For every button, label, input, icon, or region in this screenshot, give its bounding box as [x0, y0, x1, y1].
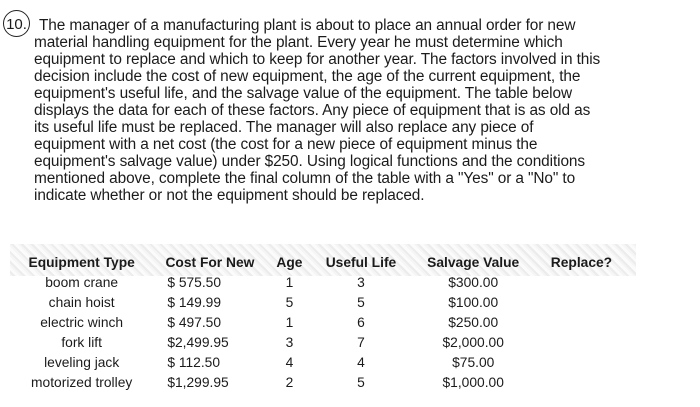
question-line: The manager of a manufacturing plant is about to place an annual order for new [39, 17, 576, 34]
header-cost-for-new: Cost For New [165, 254, 255, 270]
cell-replace[interactable] [533, 332, 630, 352]
cell-cost: $ 149.99 [167, 294, 222, 310]
header-equipment-type: Equipment Type [28, 254, 135, 270]
cell-cost: $ 575.50 [167, 274, 222, 290]
cell-age: 1 [285, 314, 294, 330]
cell-cost: $ 112.50 [167, 354, 220, 370]
table-row [14, 352, 630, 372]
header-salvage-value: Salvage Value [427, 254, 520, 270]
cell-cost: $2,499.95 [167, 334, 229, 350]
cell-cost: $ 497.50 [167, 314, 222, 330]
cell-age: 1 [285, 274, 294, 290]
question-line: equipment with a net cost (the cost for a new piece of equipment minus the [34, 136, 538, 153]
cell-salvage-value: $75.00 [452, 354, 495, 370]
cell-salvage-value: $250.00 [448, 314, 499, 330]
cell-age: 3 [285, 334, 294, 350]
cell-replace[interactable] [533, 352, 630, 372]
cell-equipment-type: boom crane [45, 274, 119, 290]
cell-cost: $1,299.95 [167, 374, 229, 390]
equipment-table-container [14, 252, 630, 392]
table-row [14, 372, 630, 392]
cell-equipment-type: chain hoist [48, 294, 115, 310]
cell-salvage-value: $300.00 [448, 274, 499, 290]
cell-replace[interactable] [533, 272, 630, 292]
question-line: displays the data for each of these factors. Any piece of equipment that is as old as [34, 102, 591, 119]
cell-age: 2 [285, 374, 294, 390]
table-row [14, 332, 630, 352]
cell-useful-life: 6 [357, 314, 365, 330]
cell-replace[interactable] [533, 372, 630, 392]
question-line: equipment's salvage value) under $250. Using logical functions and the conditions [34, 153, 585, 170]
cell-equipment-type: motorized trolley [31, 374, 133, 390]
cell-age: 4 [285, 354, 294, 370]
cell-useful-life: 7 [357, 334, 365, 350]
question-line: decision include the cost of new equipment, the age of the current equipment, the [34, 68, 581, 85]
header-age: Age [276, 254, 303, 270]
cell-salvage-value: $2,000.00 [442, 334, 504, 350]
cell-equipment-type: leveling jack [44, 354, 120, 370]
cell-useful-life: 4 [357, 354, 365, 370]
table-row [14, 292, 630, 312]
question-line: mentioned above, complete the final column of the table with a "Yes" or a "No" to [34, 170, 576, 187]
header-replace: Replace? [550, 254, 613, 270]
table-row [14, 312, 630, 332]
question-line: its useful life must be replaced. The manager will also replace any piece of [34, 119, 534, 136]
cell-salvage-value: $100.00 [448, 294, 499, 310]
equipment-table [14, 252, 630, 392]
cell-useful-life: 5 [357, 374, 365, 390]
cell-replace[interactable] [533, 292, 630, 312]
cell-equipment-type: fork lift [61, 334, 102, 350]
cell-salvage-value: $1,000.00 [442, 374, 504, 390]
question-line: material handling equipment for the plant. Every year he must determine which [34, 34, 563, 51]
cell-age: 5 [285, 294, 294, 310]
question-line: equipment's useful life, and the salvage value of the equipment. The table below [34, 85, 572, 102]
table-row [14, 272, 630, 292]
header-useful-life: Useful Life [325, 254, 397, 270]
cell-replace[interactable] [533, 312, 630, 332]
cell-equipment-type: electric winch [40, 314, 124, 330]
question-line: indicate whether or not the equipment should be replaced. [34, 187, 425, 204]
question-number: 10. [3, 10, 30, 37]
question-line: equipment to replace and which to keep for another year. The factors involved in this [34, 51, 601, 68]
cell-useful-life: 3 [357, 274, 365, 290]
table-header-row [14, 252, 630, 272]
cell-useful-life: 5 [357, 294, 365, 310]
question-text [34, 17, 674, 204]
